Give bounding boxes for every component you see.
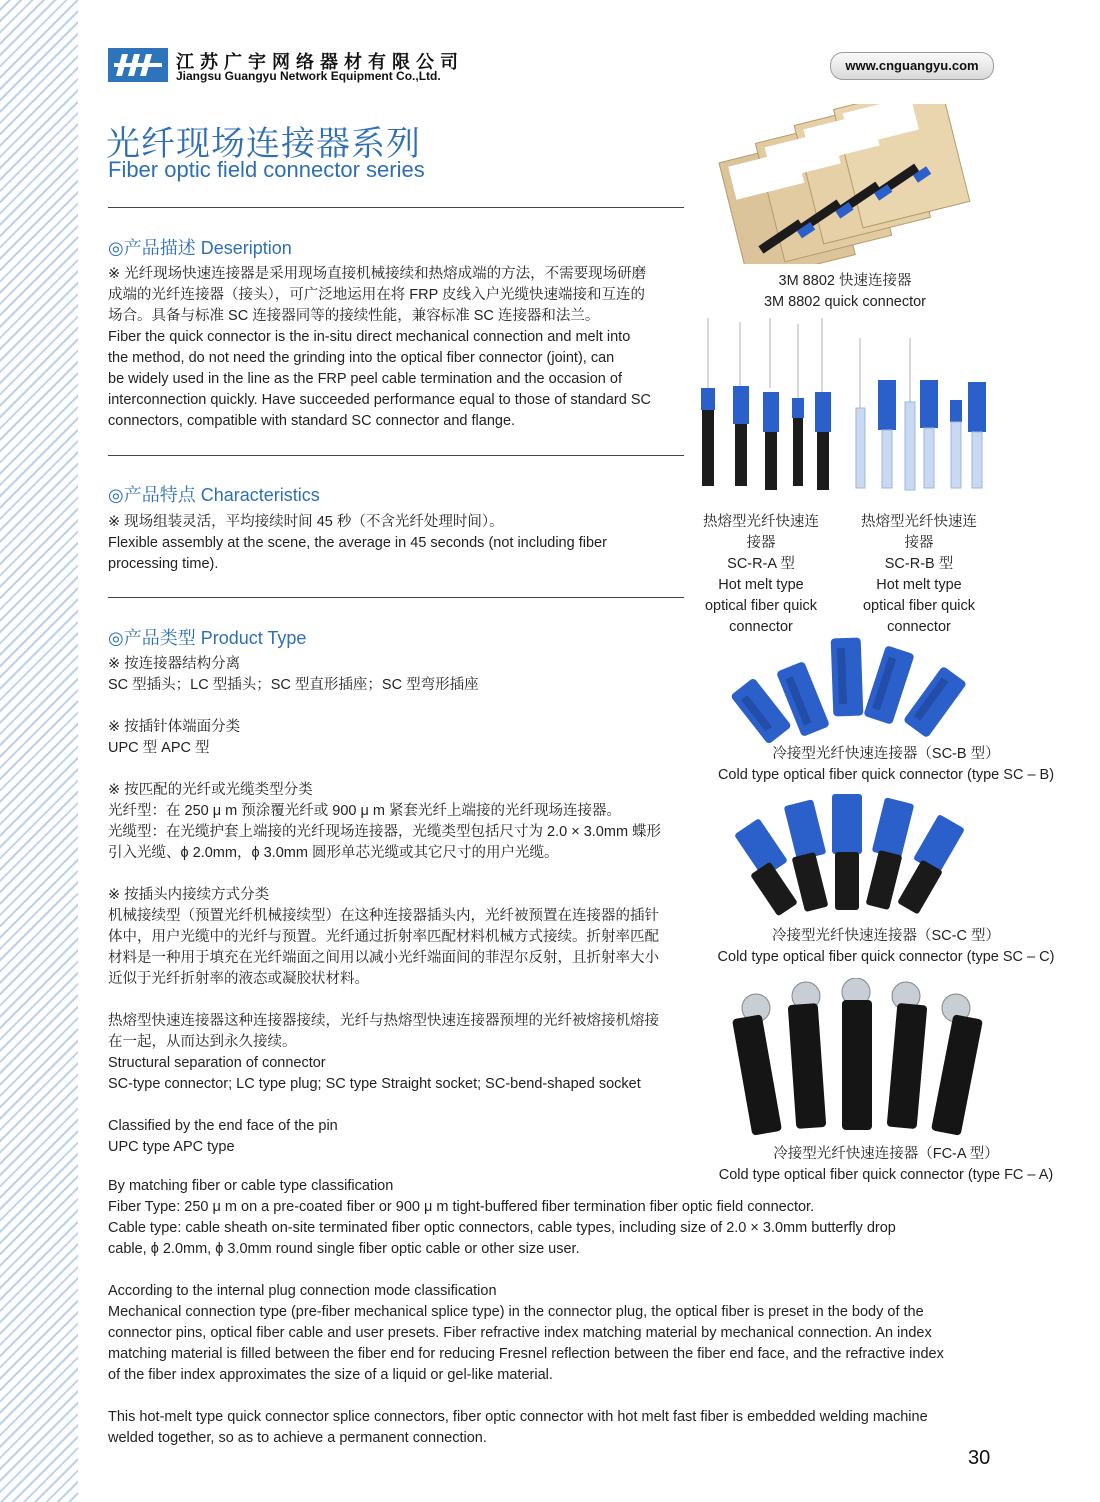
text-line: Classified by the end face of the pin [108, 1118, 338, 1134]
caption-line: Cold type optical fiber quick connector (type FC – A) [718, 1167, 1054, 1183]
caption-line: 接器 [746, 535, 776, 551]
text-line: welded together, so as to achieve a permanent connection. [108, 1430, 487, 1446]
text-line: 引入光缆、ϕ 2.0mm，ϕ 3.0mm 圆形单芯光缆或其它尺寸的用户光缆。 [108, 845, 559, 861]
sc-r-a-connector-photo [694, 318, 834, 496]
fc-a-connector-photo [722, 978, 994, 1144]
text-line: connectors, compatible with standard SC connector and flange. [108, 413, 516, 429]
caption-line: connector [887, 619, 951, 635]
caption-line: 热熔型光纤快速连 [861, 514, 977, 530]
caption-line: Cold type optical fiber quick connector (type SC – C) [717, 949, 1055, 965]
section-heading-product-type: ◎产品类型 Product Type [108, 628, 307, 648]
text-line: Mechanical connection type (pre-fiber mechanical splice type) in the connector plug, the optical fiber is preset in the body of the [108, 1304, 924, 1320]
caption-line: Cold type optical fiber quick connector (type SC – B) [717, 767, 1055, 783]
caption-line: optical fiber quick [704, 598, 818, 614]
caption-line: SC-R-B 型 [884, 556, 954, 572]
caption-line: Hot melt type [876, 577, 962, 593]
text-line: Flexible assembly at the scene, the average in 45 seconds (not including fiber [108, 535, 607, 551]
text-line: ※ 按连接器结构分离 [108, 656, 241, 672]
company-name-en: Jiangsu Guangyu Network Equipment Co.,Ltd. [176, 69, 441, 83]
divider [108, 455, 684, 456]
text-line: UPC type APC type [108, 1139, 235, 1155]
text-line: matching material is filled between the fiber end for reducing Fresnel reflection between the fiber end face, and the refractive index [108, 1346, 944, 1362]
page-title-en: Fiber optic field connector series [108, 157, 425, 182]
sc-b-connector-photo [728, 634, 988, 744]
caption-line: 冷接型光纤快速连接器（SC-C 型） [772, 928, 1000, 944]
text-line: of the fiber index approximates the size of a liquid or gel-like material. [108, 1367, 553, 1383]
text-line [108, 990, 688, 1011]
page-title-cn: 光纤现场连接器系列 [106, 125, 421, 163]
divider [108, 597, 684, 598]
text-line: 材料是一种用于填充在光纤端面之间用以减小光纤端面间的菲涅尔反射，且折射率大小 [108, 950, 659, 966]
text-line: 热熔型快速连接器这种连接器接续，光纤与热熔型快速连接器预埋的光纤被熔接机熔接 [108, 1013, 659, 1029]
text-line: processing time). [108, 556, 219, 572]
product-type-text-full [108, 1176, 993, 1449]
text-line: SC 型插头；LC 型插头；SC 型直形插座；SC 型弯形插座 [108, 677, 479, 693]
text-line: ※ 现场组装灵活，平均接续时间 45 秒（不含光纤处理时间）。 [108, 514, 504, 530]
text-line: UPC 型 APC 型 [108, 740, 210, 756]
caption-sc-r-b [852, 512, 986, 638]
text-line: ※ 按匹配的光纤或光缆类型分类 [108, 782, 313, 798]
text-line [108, 1260, 993, 1281]
text-line: 在一起，从而达到永久接续。 [108, 1034, 297, 1050]
text-line: 机械接续型（预置光纤机械接续型）在这种连接器插头内，光纤被预置在连接器的插针 [108, 908, 659, 924]
divider [108, 207, 684, 208]
text-line [108, 864, 688, 885]
caption-line: connector [729, 619, 793, 635]
text-line: This hot-melt type quick connector splice connectors, fiber optic connector with hot melt fast fiber is embedded welding machine [108, 1409, 928, 1425]
caption-sc-c [700, 926, 1072, 968]
text-line [108, 1095, 688, 1116]
text-line [108, 696, 688, 717]
page-number: 30 [968, 1447, 991, 1469]
3m-8802-connector-photo [718, 104, 980, 264]
text-line: By matching fiber or cable type classification [108, 1178, 394, 1194]
text-line: 场合。具备与标准 SC 连接器同等的接续性能，兼容标准 SC 连接器和法兰。 [108, 308, 600, 324]
text-line: 光缆型：在光缆护套上端接的光纤现场连接器，光缆类型包括尺寸为 2.0 × 3.0mm 蝶形 [108, 824, 662, 840]
section-heading-description: ◎产品描述 Deseription [108, 238, 292, 258]
text-line: 光纤型：在 250 μ m 预涂覆光纤或 900 μ m 紧套光纤上端接的光纤现场连接器。 [108, 803, 621, 819]
caption-line: 冷接型光纤快速连接器（SC-B 型） [772, 746, 1000, 762]
text-line: 体中，用户光缆中的光纤与预置。光纤通过折射率匹配材料机械方式接续。折射率匹配 [108, 929, 659, 945]
section-heading-characteristics: ◎产品特点 Characteristics [108, 485, 320, 505]
text-line: the method, do not need the grinding into the optical fiber connector (joint), can [108, 350, 615, 366]
decorative-stripe [0, 0, 78, 1502]
text-line: 近似于光纤折射率的液态或凝胶状材料。 [108, 971, 369, 987]
company-name-cn: 江苏广宇网络器材有限公司 [176, 52, 464, 72]
sc-r-b-connector-photo [850, 318, 992, 496]
caption-line: 接器 [904, 535, 934, 551]
caption-line: SC-R-A 型 [727, 556, 795, 572]
caption-sc-r-a [694, 512, 828, 638]
text-line: Cable type: cable sheath on-site terminated fiber optic connectors, cable types, including size of 2.0 × 3.0mm butterfly drop [108, 1220, 896, 1236]
text-line [108, 759, 688, 780]
caption-line: Hot melt type [718, 577, 804, 593]
text-line: ※ 按插针体端面分类 [108, 719, 241, 735]
text-line [108, 1386, 993, 1407]
text-line: 成端的光纤连接器（接头），可广泛地运用在将 FRP 皮线入户光缆快速端接和互连的 [108, 287, 646, 303]
caption-sc-b [700, 744, 1072, 786]
product-type-text [108, 654, 688, 1158]
text-line: Structural separation of connector [108, 1055, 326, 1071]
description-text [108, 264, 684, 432]
text-line: interconnection quickly. Have succeeded performance equal to those of standard SC [108, 392, 651, 408]
text-line: ※ 光纤现场快速连接器是采用现场直接机械接续和热熔成端的方法，不需要现场研磨 [108, 266, 647, 282]
characteristics-text [108, 512, 684, 575]
sc-c-connector-photo [728, 792, 988, 924]
text-line: According to the internal plug connection mode classification [108, 1283, 497, 1299]
caption-line: 3M 8802 quick connector [763, 294, 926, 310]
caption-line: 冷接型光纤快速连接器（FC-A 型） [773, 1146, 999, 1162]
text-line: SC-type connector; LC type plug; SC type Straight socket; SC-bend-shaped socket [108, 1076, 641, 1092]
text-line: Fiber Type: 250 μ m on a pre-coated fiber or 900 μ m tight-buffered fiber termination fiber optic field connector. [108, 1199, 815, 1215]
text-line: cable, ϕ 2.0mm, ϕ 3.0mm round single fiber optic cable or other size user. [108, 1241, 580, 1257]
caption-line: 3M 8802 快速连接器 [778, 273, 912, 289]
caption-fc-a [700, 1144, 1072, 1186]
caption-line: 热熔型光纤快速连 [703, 514, 819, 530]
company-logo [108, 48, 168, 82]
text-line: connector pins, optical fiber cable and user presets. Fiber refractive index matching material by mechanical connection. An index [108, 1325, 932, 1341]
text-line: Fiber the quick connector is the in-situ direct mechanical connection and melt into [108, 329, 631, 345]
text-line: ※ 按插头内接续方式分类 [108, 887, 270, 903]
caption-3m-8802 [730, 271, 960, 313]
text-line: be widely used in the line as the FRP peel cable termination and the occasion of [108, 371, 622, 387]
website-url-pill[interactable]: www.cnguangyu.com [830, 52, 994, 80]
caption-line: optical fiber quick [862, 598, 976, 614]
